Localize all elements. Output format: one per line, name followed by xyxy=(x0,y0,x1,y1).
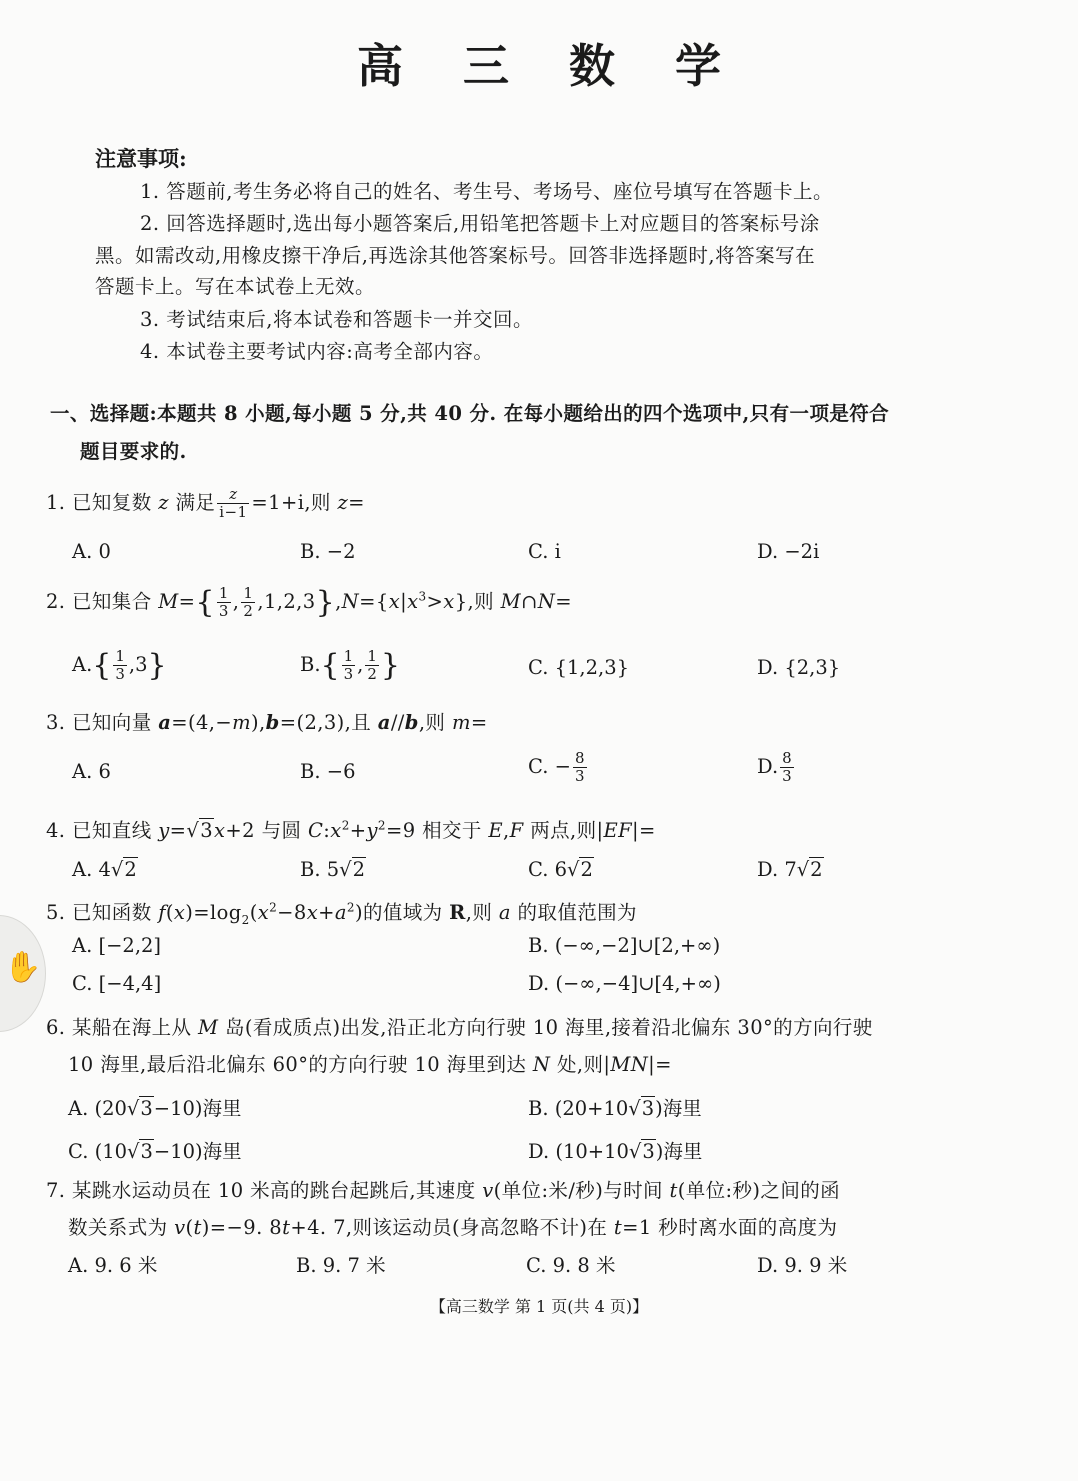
q1-option-c: C. i xyxy=(528,540,561,563)
page-title: 高 三 数 学 xyxy=(356,39,744,93)
question-1: 1. 已知复数 z 满足 $\frac{z}{i-1}$ =1+i,则 z= xyxy=(46,485,365,521)
question-4: 4. 已知直线 y=√3x+2 与圆 $C:x^2+y^2=9$ 相交于 E,F 两点,则|EF|= xyxy=(46,818,656,842)
q2-option-c: C. {1,2,3} xyxy=(528,656,630,679)
note-line-6: 4. 本试卷主要考试内容:高考全部内容。 xyxy=(140,340,494,363)
section-heading: 一、选择题:本题共 8 小题,每小题 5 分,共 40 分. 在每小题给出的四个选项中,只有一项是符合 xyxy=(50,402,890,425)
question-5: 5. 已知函数 $f(x)=\log_2(x^2-8x+a^2)$的值域为 R,则 a 的取值范围为 xyxy=(46,900,637,927)
q3-option-d: D. $\frac{8}{3}$ xyxy=(757,749,792,785)
q6-option-d: D. (10+10√3)海里 xyxy=(528,1140,703,1163)
note-line-4: 答题卡上。写在本试卷上无效。 xyxy=(95,275,376,298)
q7-option-b: B. 9. 7 米 xyxy=(296,1254,386,1277)
q3-option-b: B. −6 xyxy=(300,760,356,783)
note-line-2: 2. 回答选择题时,选出每小题答案后,用铅笔把答题卡上对应题目的答案标号涂 xyxy=(140,212,820,235)
assistant-hand-icon[interactable]: ✋ xyxy=(4,950,42,985)
q5-option-d: D. (−∞,−4]∪[4,+∞) xyxy=(528,972,721,995)
q1-option-b: B. −2 xyxy=(300,540,356,563)
q7-option-c: C. 9. 8 米 xyxy=(526,1254,616,1277)
q7-option-a: A. 9. 6 米 xyxy=(68,1254,158,1277)
notes-heading: 注意事项: xyxy=(95,146,187,171)
fraction: $\frac{z}{i-1}$ xyxy=(219,485,248,521)
q4-option-a: A. 4√2 xyxy=(72,858,137,881)
q4-option-c: C. 6√2 xyxy=(528,858,593,881)
q6-option-a: A. (20√3−10)海里 xyxy=(68,1097,242,1120)
note-line-5: 3. 考试结束后,将本试卷和答题卡一并交回。 xyxy=(140,308,534,331)
q3-option-c: C. − $\frac{8}{3}$ xyxy=(528,749,585,785)
q6-option-c: C. (10√3−10)海里 xyxy=(68,1140,242,1163)
note-line-1: 1. 答题前,考生务必将自己的姓名、考生号、考场号、座位号填写在答题卡上。 xyxy=(140,180,834,203)
q1-option-a: A. 0 xyxy=(72,540,111,563)
question-3: 3. 已知向量 a=(4,−m),b=(2,3),且 a//b,则 m= xyxy=(46,711,488,734)
question-6-line-2: 10 海里,最后沿北偏东 60°的方向行驶 10 海里到达 N 处,则|MN|= xyxy=(68,1053,672,1076)
question-6-line-1: 6. 某船在海上从 M 岛(看成质点)出发,沿正北方向行驶 10 海里,接着沿北偏东 30°的方向行驶 xyxy=(46,1016,873,1039)
q5-option-c: C. [−4,4] xyxy=(72,972,162,995)
page-footer: 【高三数学 第 1 页(共 4 页)】 xyxy=(429,1297,649,1316)
q2-option-d: D. {2,3} xyxy=(757,656,841,679)
question-7-line-2: 数关系式为 v(t)=−9. 8t+4. 7,则该运动员(身高忽略不计)在 t=1 秒时离水面的高度为 xyxy=(68,1216,838,1239)
q7-option-d: D. 9. 9 米 xyxy=(757,1254,848,1277)
question-7-line-1: 7. 某跳水运动员在 10 米高的跳台起跳后,其速度 v(单位:米/秒)与时间 t(单位:秒)之间的函 xyxy=(46,1179,841,1202)
q5-option-a: A. [−2,2] xyxy=(72,934,162,957)
q4-option-b: B. 5√2 xyxy=(300,858,365,881)
question-2: 2. 已知集合 M={ $\frac{1}{3}$ , $\frac{1}{2}$ $,1,2,3\},N=\{x|x^3>x\}$,则 M∩N= xyxy=(46,584,572,620)
q1-option-d: D. −2i xyxy=(757,540,820,563)
q5-option-b: B. (−∞,−2]∪[2,+∞) xyxy=(528,934,721,957)
q6-option-b: B. (20+10√3)海里 xyxy=(528,1097,702,1120)
note-line-3: 黑。如需改动,用橡皮擦干净后,再选涂其他答案标号。回答非选择题时,将答案写在 xyxy=(95,244,816,267)
q2-option-b: B.{ $\frac{1}{3}$ , $\frac{1}{2}$ } xyxy=(300,647,401,683)
q4-option-d: D. 7√2 xyxy=(757,858,823,881)
q2-option-a: A.{ $\frac{1}{3}$ ,3} xyxy=(72,647,167,683)
section-heading-cont: 题目要求的. xyxy=(80,440,187,463)
q3-option-a: A. 6 xyxy=(72,760,111,783)
